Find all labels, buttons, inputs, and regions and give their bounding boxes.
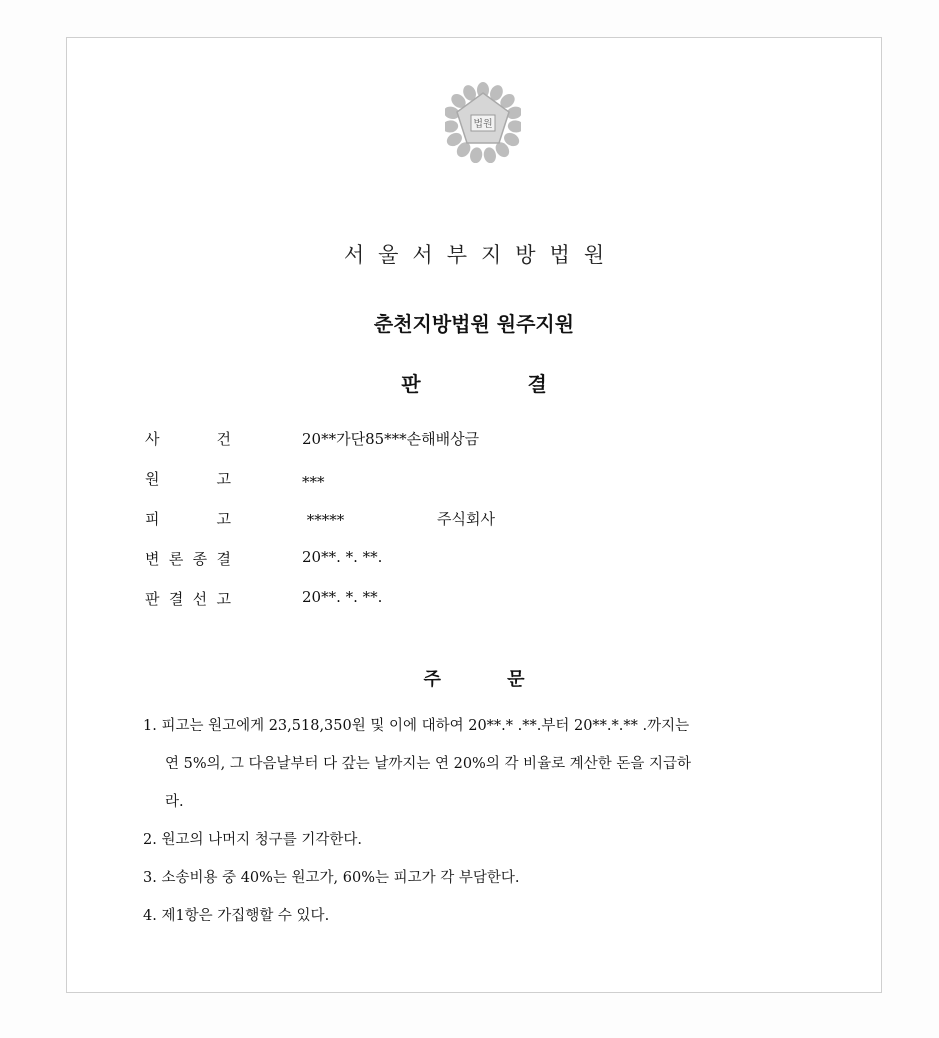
argument-closing-date: 20**. *. **. — [302, 548, 383, 566]
label-char: 고 — [216, 510, 231, 528]
court-name: 서울서부지방법원 — [343, 243, 619, 267]
judgment-page — [66, 37, 882, 993]
order-line: 연 5%의, 그 다음날부터 다 갚는 날까지는 연 20%의 각 비율로 계산한 돈을 지급하 — [165, 756, 691, 772]
label-char: 결 — [216, 550, 231, 568]
label-char: 고 — [216, 470, 231, 488]
case-info-label — [145, 548, 231, 569]
label-char: 피 — [145, 510, 160, 528]
label-char: 론 — [168, 550, 184, 568]
order-line: 1. 피고는 원고에게 23,518,350원 및 이에 대하여 20**.* .**.부터 20**.*.** .까지는 — [143, 718, 690, 734]
label-char: 원 — [145, 470, 160, 488]
case-info-label — [145, 428, 231, 449]
label-char: 사 — [145, 430, 160, 448]
judgment-date: 20**. *. **. — [302, 588, 383, 606]
label-char: 변 — [145, 550, 160, 568]
order-item — [143, 707, 803, 821]
label-char: 선 — [192, 590, 208, 608]
case-info-label — [145, 508, 231, 529]
document-title: 판 결 — [401, 372, 547, 396]
plaintiff-name: *** — [302, 473, 325, 491]
defendant-name: ***** — [302, 511, 345, 529]
defendant-company-type: 주식회사 — [437, 510, 495, 528]
order-line: 라. — [165, 794, 184, 810]
order-section-title: 주 문 — [423, 669, 525, 690]
branch-court-name: 춘천지방법원 원주지원 — [373, 312, 575, 336]
label-char: 건 — [216, 430, 231, 448]
label-char: 종 — [192, 550, 208, 568]
svg-text:법원: 법원 — [473, 119, 493, 130]
order-item: 3. 소송비용 중 40%는 원고가, 60%는 피고가 각 부담한다. — [143, 870, 520, 886]
case-number: 20**가단85***손해배상금 — [302, 430, 480, 448]
case-info-label — [145, 588, 231, 609]
order-list — [143, 707, 803, 935]
order-item: 2. 원고의 나머지 청구를 기각한다. — [143, 832, 362, 848]
label-char: 판 — [145, 590, 160, 608]
order-item: 4. 제1항은 가집행할 수 있다. — [143, 908, 330, 924]
label-char: 고 — [216, 590, 231, 608]
court-emblem-icon — [445, 81, 521, 163]
case-info-label — [145, 468, 231, 489]
label-char: 결 — [168, 590, 184, 608]
